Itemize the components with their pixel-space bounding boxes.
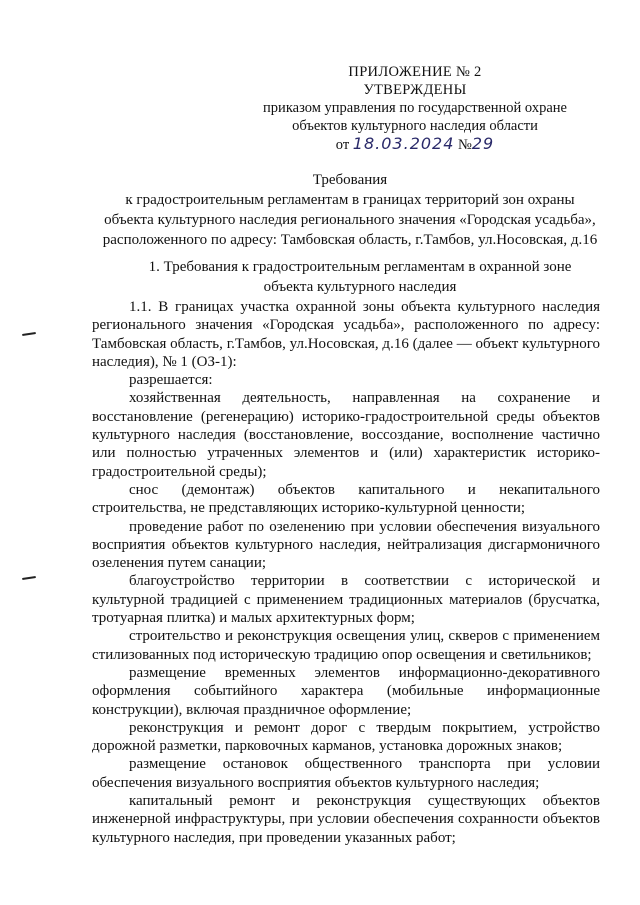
handwritten-date: 18.03.2024	[352, 134, 455, 153]
title-line: расположенного по адресу: Тамбовская область, г.Тамбов, ул.Носовская, д.16	[102, 232, 598, 248]
body-text	[92, 298, 600, 847]
paragraph: 1.1. В границах участка охранной зоны объекта культурного наследия регионального значения «Городская усадьба», расположенного по адресу: Тамбовская область, г.Тамбов, ул.Носовская, д.16 (далее — объект культурного наследия), № 1 (ОЗ-1):	[92, 299, 600, 370]
title-heading: Требования	[312, 172, 388, 188]
paragraph: разрешается:	[129, 372, 213, 389]
paragraph: капитальный ремонт и реконструкция существующих объектов инженерной инфраструктуры, при условии обеспечения сохранности объектов культурного наследия, при проведении указанных работ;	[92, 793, 600, 846]
margin-mark	[22, 332, 36, 336]
section-line: объекта культурного наследия	[263, 279, 457, 295]
paragraph: снос (демонтаж) объектов капитального и некапитального строительства, не представляющих историко-культурной ценности;	[92, 481, 600, 517]
date-prefix: от	[335, 137, 350, 153]
paragraph: строительство и реконструкция освещения улиц, скверов с применением стилизованных под историческую традицию опор освещения и светильников;	[92, 628, 600, 663]
paragraph: хозяйственная деятельность, направленная на сохранение и восстановление (регенерацию) историко-градостроительной среды объектов культурного наследия (восстановление, воссоздание, восполнение частично или полностью утраченных элементов и (или) характеристик историко-градостроительной среды);	[92, 390, 600, 480]
paragraph: проведение работ по озеленению при условии обеспечения визуального восприятия объектов культурного наследия, нейтрализация дисгармоничного озеленения путем санации;	[92, 518, 600, 572]
paragraph: реконструкция и ремонт дорог с твердым покрытием, устройство дорожной разметки, парковочных карманов, установка дорожных знаков;	[92, 719, 600, 755]
handwritten-number: 29	[471, 134, 495, 153]
approval-block	[250, 63, 580, 154]
number-prefix: №	[458, 137, 472, 153]
section-heading	[120, 257, 600, 297]
paragraph: благоустройство территории в соответствии с исторической и культурной традицией с применением традиционных материалов (брусчатка, тротуарная плитка) и малых архитектурных форм;	[92, 573, 600, 627]
order-line: объектов культурного наследия области	[292, 118, 538, 134]
title-line: к градостроительным регламентам в границах территорий зон охраны	[125, 192, 575, 208]
title-line: объекта культурного наследия регионального значения «Городская усадьба»,	[104, 212, 596, 228]
appendix-label: ПРИЛОЖЕНИЕ № 2	[348, 64, 482, 80]
approved-label: УТВЕРЖДЕНЫ	[363, 82, 467, 98]
section-line: 1. Требования к градостроительным регламентам в охранной зоне	[148, 259, 572, 275]
margin-mark	[22, 576, 36, 580]
paragraph: размещение временных элементов информационно-декоративного оформления событийного характера (мобильные информационные конструкции), включая праздничное оформление;	[92, 664, 600, 718]
order-line: приказом управления по государственной охране	[263, 100, 567, 116]
document-title	[80, 170, 620, 250]
paragraph: размещение остановок общественного транспорта при условии обеспечения визуального восприятия объектов культурного наследия;	[92, 756, 600, 791]
order-date-line	[250, 135, 580, 154]
